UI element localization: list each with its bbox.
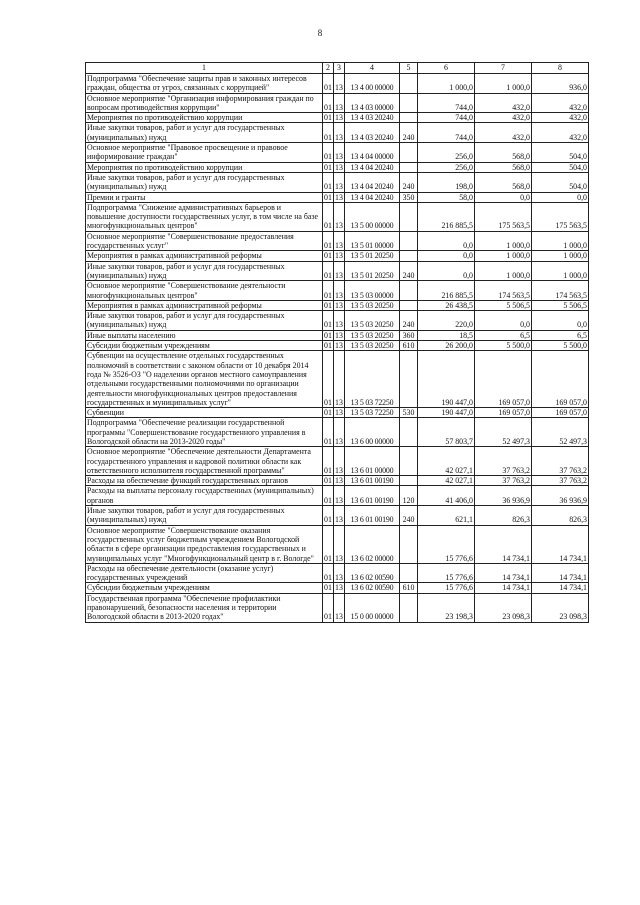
amount-2019-cell: 37 763,2 <box>475 476 532 486</box>
expense-type-cell <box>400 447 418 476</box>
section-cell: 01 <box>323 311 334 331</box>
row-name-cell: Основное мероприятие "Организация информирования граждан по вопросам противодействия коррупции" <box>86 93 323 113</box>
row-name-cell: Расходы на обеспечение деятельности (оказание услуг) государственных учреждений <box>86 563 323 583</box>
amount-2018-cell: 42 027,1 <box>418 476 475 486</box>
expense-type-cell: 610 <box>400 583 418 593</box>
subsection-cell: 13 <box>335 583 343 593</box>
section-cell: 01 <box>323 525 334 563</box>
amount-2019-cell: 1 000,0 <box>475 231 532 251</box>
amount-2020-cell: 37 763,2 <box>532 447 589 476</box>
table-row <box>86 113 589 123</box>
row-name-cell: Мероприятия по противодействию коррупции <box>86 113 323 123</box>
amount-2020-cell: 23 098,3 <box>532 593 589 622</box>
amount-2019-cell: 5 506,5 <box>475 300 532 310</box>
section-cell: 01 <box>323 74 334 94</box>
section-cell: 01 <box>323 143 334 163</box>
row-name-cell: Основное мероприятие "Совершенствование деятельности многофункциональных центров" <box>86 281 323 301</box>
amount-2020-cell: 174 563,5 <box>532 281 589 301</box>
amount-2019-cell: 5 500,0 <box>475 341 532 351</box>
target-article-cell: 13 5 03 20250 <box>345 330 400 340</box>
subsection-cell: 13 <box>334 74 345 94</box>
target-article-cell: 13 6 01 00190 <box>345 486 400 506</box>
row-name-cell: Основное мероприятие "Правовое просвещение и правовое информирование граждан" <box>86 143 323 163</box>
amount-2019-cell: 169 057,0 <box>475 351 532 408</box>
section-cell: 01 <box>323 93 334 113</box>
table-row <box>86 486 589 506</box>
amount-2020-cell: 175 563,5 <box>532 202 589 231</box>
target-article-cell: 13 5 00 00000 <box>345 202 400 231</box>
expense-type-cell: 240 <box>400 311 418 331</box>
subsection-cell: 13 <box>334 447 345 476</box>
table-row <box>86 143 589 163</box>
amount-2020-cell: 432,0 <box>532 93 589 113</box>
table-row <box>86 251 589 261</box>
table-row <box>86 172 589 192</box>
table-row <box>86 563 589 583</box>
section-cell: 01 <box>323 261 334 281</box>
amount-2019-cell: 174 563,5 <box>475 281 532 301</box>
table-row <box>86 593 589 622</box>
target-article-cell: 15 0 00 00000 <box>345 593 400 622</box>
row-name-cell: Иные выплаты населению <box>86 330 323 340</box>
expense-type-cell <box>400 281 418 301</box>
amount-2020-cell: 826,3 <box>532 506 589 526</box>
col-header-2: 2 <box>323 63 334 74</box>
subsection-cell: 13 <box>335 251 343 261</box>
amount-2018-cell: 26 200,0 <box>418 341 475 351</box>
section-cell: 01 <box>323 563 334 583</box>
target-article-cell: 13 4 04 20240 <box>345 172 400 192</box>
subsection-cell: 13 <box>334 418 345 447</box>
target-article-cell: 13 5 03 00000 <box>345 281 400 301</box>
table-row <box>86 192 589 202</box>
expense-type-cell: 240 <box>400 123 418 143</box>
col-header-6: 6 <box>418 63 475 74</box>
table-row <box>86 506 589 526</box>
amount-2020-cell: 1 000,0 <box>532 251 589 261</box>
amount-2018-cell: 256,0 <box>418 162 475 172</box>
amount-2018-cell: 0,0 <box>418 251 475 261</box>
amount-2019-cell: 6,5 <box>475 330 532 340</box>
amount-2019-cell: 568,0 <box>475 143 532 163</box>
expense-type-cell <box>400 93 418 113</box>
table-row <box>86 418 589 447</box>
amount-2018-cell: 256,0 <box>418 143 475 163</box>
subsection-cell: 13 <box>335 192 343 202</box>
amount-2020-cell: 1 000,0 <box>532 261 589 281</box>
subsection-cell: 13 <box>335 300 343 310</box>
target-article-cell: 13 5 03 72250 <box>345 351 400 408</box>
target-article-cell: 13 6 01 00190 <box>345 476 400 486</box>
target-article-cell: 13 6 02 00590 <box>345 583 400 593</box>
table-row <box>86 447 589 476</box>
section-cell: 01 <box>323 202 334 231</box>
table-row <box>86 93 589 113</box>
expense-type-cell: 240 <box>400 261 418 281</box>
subsection-cell: 13 <box>334 311 345 331</box>
amount-2019-cell: 175 563,5 <box>475 202 532 231</box>
amount-2018-cell: 42 027,1 <box>418 447 475 476</box>
amount-2019-cell: 432,0 <box>475 123 532 143</box>
expense-type-cell <box>400 143 418 163</box>
amount-2019-cell: 1 000,0 <box>475 261 532 281</box>
amount-2020-cell: 14 734,1 <box>532 583 589 593</box>
row-name-cell: Основное мероприятие "Совершенствование оказания государственных услуг бюджетным учреждением Вологодской области в сфере организации предоставления государственных и муниципальных услуг "Многофункциональный центр в г. Вологде" <box>86 525 323 563</box>
amount-2018-cell: 18,5 <box>418 330 475 340</box>
section-cell: 01 <box>323 281 334 301</box>
expense-type-cell <box>400 418 418 447</box>
amount-2019-cell: 0,0 <box>475 192 532 202</box>
table-row <box>86 123 589 143</box>
header-row <box>86 63 589 74</box>
amount-2020-cell: 0,0 <box>532 311 589 331</box>
amount-2018-cell: 198,0 <box>418 172 475 192</box>
table-row <box>86 525 589 563</box>
subsection-cell: 13 <box>335 330 343 340</box>
section-cell: 01 <box>323 351 334 408</box>
col-header-1: 1 <box>86 63 323 74</box>
subsection-cell: 13 <box>334 351 345 408</box>
amount-2020-cell: 5 506,5 <box>532 300 589 310</box>
amount-2018-cell: 190 447,0 <box>418 408 475 418</box>
amount-2020-cell: 504,0 <box>532 172 589 192</box>
section-cell: 01 <box>324 300 332 310</box>
subsection-cell: 13 <box>335 113 343 123</box>
subsection-cell: 13 <box>335 341 343 351</box>
row-name-cell: Мероприятия по противодействию коррупции <box>86 162 323 172</box>
amount-2018-cell: 744,0 <box>418 123 475 143</box>
section-cell: 01 <box>324 583 332 593</box>
expense-type-cell <box>400 74 418 94</box>
target-article-cell: 13 5 01 00000 <box>345 231 400 251</box>
section-cell: 01 <box>324 476 332 486</box>
amount-2019-cell: 0,0 <box>475 311 532 331</box>
row-name-cell: Иные закупки товаров, работ и услуг для государственных (муниципальных) нужд <box>86 261 323 281</box>
subsection-cell: 13 <box>335 162 343 172</box>
row-name-cell: Субвенции <box>86 408 323 418</box>
row-name-cell: Государственная программа "Обеспечение профилактики правонарушений, безопасности населения и территории Вологодской области в 2013-2020 годах" <box>86 593 323 622</box>
expense-type-cell <box>400 563 418 583</box>
section-cell: 01 <box>323 506 334 526</box>
target-article-cell: 13 4 03 20240 <box>345 113 400 123</box>
table-row <box>86 231 589 251</box>
col-header-4: 4 <box>345 63 400 74</box>
section-cell: 01 <box>324 408 332 418</box>
expense-type-cell: 360 <box>400 330 418 340</box>
subsection-cell: 13 <box>334 202 345 231</box>
section-cell: 01 <box>323 172 334 192</box>
amount-2018-cell: 744,0 <box>418 113 475 123</box>
amount-2020-cell: 432,0 <box>532 113 589 123</box>
amount-2020-cell: 14 734,1 <box>532 525 589 563</box>
row-name-cell: Подпрограмма "Снижение административных барьеров и повышение доступности государственных услуг, в том числе на базе многофункциональных центров" <box>86 202 323 231</box>
target-article-cell: 13 6 02 00590 <box>345 563 400 583</box>
subsection-cell: 13 <box>334 93 345 113</box>
row-name-cell: Подпрограмма "Обеспечение защиты прав и законных интересов граждан, общества от угроз, связанных с коррупцией" <box>86 74 323 94</box>
subsection-cell: 13 <box>334 486 345 506</box>
row-name-cell: Расходы на выплаты персоналу государственных (муниципальных) органов <box>86 486 323 506</box>
table-row <box>86 311 589 331</box>
table-row <box>86 74 589 94</box>
target-article-cell: 13 6 01 00000 <box>345 447 400 476</box>
target-article-cell: 13 5 03 20250 <box>345 311 400 331</box>
subsection-cell: 13 <box>334 123 345 143</box>
subsection-cell: 13 <box>334 525 345 563</box>
amount-2019-cell: 568,0 <box>475 172 532 192</box>
row-name-cell: Иные закупки товаров, работ и услуг для государственных (муниципальных) нужд <box>86 506 323 526</box>
amount-2018-cell: 57 803,7 <box>418 418 475 447</box>
amount-2019-cell: 52 497,3 <box>475 418 532 447</box>
row-name-cell: Мероприятия в рамках административной реформы <box>86 251 323 261</box>
amount-2018-cell: 23 198,3 <box>418 593 475 622</box>
amount-2018-cell: 26 438,5 <box>418 300 475 310</box>
col-header-3: 3 <box>334 63 345 74</box>
subsection-cell: 13 <box>335 408 343 418</box>
subsection-cell: 13 <box>334 143 345 163</box>
row-name-cell: Основное мероприятие "Обеспечение деятельности Департамента государственного управления и кадровой политики области как ответственного исполнителя государственной программы" <box>86 447 323 476</box>
table-row <box>86 162 589 172</box>
expense-type-cell: 240 <box>400 506 418 526</box>
amount-2019-cell: 568,0 <box>475 162 532 172</box>
amount-2018-cell: 15 776,6 <box>418 563 475 583</box>
row-name-cell: Премии и гранты <box>86 192 323 202</box>
amount-2020-cell: 936,0 <box>532 74 589 94</box>
col-header-8: 8 <box>532 63 589 74</box>
amount-2019-cell: 432,0 <box>475 113 532 123</box>
amount-2020-cell: 52 497,3 <box>532 418 589 447</box>
budget-table <box>85 62 589 623</box>
section-cell: 01 <box>323 486 334 506</box>
target-article-cell: 13 6 02 00000 <box>345 525 400 563</box>
row-name-cell: Иные закупки товаров, работ и услуг для государственных (муниципальных) нужд <box>86 172 323 192</box>
page-number: 8 <box>317 28 323 38</box>
target-article-cell: 13 4 04 00000 <box>345 143 400 163</box>
amount-2020-cell: 169 057,0 <box>532 408 589 418</box>
section-cell: 01 <box>324 330 332 340</box>
target-article-cell: 13 5 03 72250 <box>345 408 400 418</box>
target-article-cell: 13 6 01 00190 <box>345 506 400 526</box>
amount-2020-cell: 6,5 <box>532 330 589 340</box>
amount-2020-cell: 5 500,0 <box>532 341 589 351</box>
amount-2018-cell: 216 885,5 <box>418 202 475 231</box>
subsection-cell: 13 <box>335 476 343 486</box>
expense-type-cell <box>400 525 418 563</box>
amount-2020-cell: 1 000,0 <box>532 231 589 251</box>
amount-2020-cell: 504,0 <box>532 143 589 163</box>
amount-2020-cell: 14 734,1 <box>532 563 589 583</box>
row-name-cell: Иные закупки товаров, работ и услуг для государственных (муниципальных) нужд <box>86 311 323 331</box>
table-row <box>86 330 589 340</box>
row-name-cell: Субвенции на осуществление отдельных государственных полномочий в соответствии с законом области от 10 декабря 2014 года № 3526-ОЗ "О наделении органов местного самоуправления отдельными государственными полномочиями по организации деятельности многофункциональных центров предоставления государственных и муниципальных услуг" <box>86 351 323 408</box>
section-cell: 01 <box>323 593 334 622</box>
amount-2018-cell: 190 447,0 <box>418 351 475 408</box>
amount-2018-cell: 744,0 <box>418 93 475 113</box>
row-name-cell: Субсидии бюджетным учреждениям <box>86 341 323 351</box>
amount-2020-cell: 504,0 <box>532 162 589 172</box>
expense-type-cell: 610 <box>400 341 418 351</box>
section-cell: 01 <box>323 123 334 143</box>
row-name-cell: Основное мероприятие "Совершенствование предоставления государственных услуг" <box>86 231 323 251</box>
target-article-cell: 13 5 03 20250 <box>345 341 400 351</box>
amount-2019-cell: 14 734,1 <box>475 563 532 583</box>
expense-type-cell <box>400 351 418 408</box>
amount-2019-cell: 1 000,0 <box>475 74 532 94</box>
expense-type-cell <box>400 113 418 123</box>
expense-type-cell <box>400 476 418 486</box>
amount-2020-cell: 169 057,0 <box>532 351 589 408</box>
target-article-cell: 13 4 04 20240 <box>345 192 400 202</box>
target-article-cell: 13 4 03 00000 <box>345 93 400 113</box>
table-row <box>86 202 589 231</box>
table-row <box>86 351 589 408</box>
subsection-cell: 13 <box>334 593 345 622</box>
target-article-cell: 13 6 00 00000 <box>345 418 400 447</box>
amount-2018-cell: 220,0 <box>418 311 475 331</box>
section-cell: 01 <box>323 447 334 476</box>
amount-2019-cell: 23 098,3 <box>475 593 532 622</box>
amount-2018-cell: 15 776,6 <box>418 525 475 563</box>
expense-type-cell <box>400 300 418 310</box>
section-cell: 01 <box>324 341 332 351</box>
table-row <box>86 408 589 418</box>
col-header-5: 5 <box>400 63 418 74</box>
row-name-cell: Субсидии бюджетным учреждениям <box>86 583 323 593</box>
subsection-cell: 13 <box>334 172 345 192</box>
amount-2019-cell: 14 734,1 <box>475 525 532 563</box>
amount-2020-cell: 37 763,2 <box>532 476 589 486</box>
amount-2019-cell: 14 734,1 <box>475 583 532 593</box>
expense-type-cell: 240 <box>400 172 418 192</box>
row-name-cell: Расходы на обеспечение функций государственных органов <box>86 476 323 486</box>
expense-type-cell <box>400 251 418 261</box>
expense-type-cell: 350 <box>400 192 418 202</box>
target-article-cell: 13 4 04 20240 <box>345 162 400 172</box>
amount-2019-cell: 37 763,2 <box>475 447 532 476</box>
subsection-cell: 13 <box>334 261 345 281</box>
table-row <box>86 341 589 351</box>
amount-2019-cell: 826,3 <box>475 506 532 526</box>
amount-2020-cell: 432,0 <box>532 123 589 143</box>
subsection-cell: 13 <box>334 563 345 583</box>
target-article-cell: 13 4 03 20240 <box>345 123 400 143</box>
target-article-cell: 13 4 00 00000 <box>345 74 400 94</box>
table-row <box>86 583 589 593</box>
expense-type-cell: 530 <box>400 408 418 418</box>
section-cell: 01 <box>324 192 332 202</box>
target-article-cell: 13 5 01 20250 <box>345 261 400 281</box>
expense-type-cell <box>400 231 418 251</box>
amount-2018-cell: 41 406,0 <box>418 486 475 506</box>
section-cell: 01 <box>324 113 332 123</box>
amount-2018-cell: 0,0 <box>418 261 475 281</box>
row-name-cell: Мероприятия в рамках административной реформы <box>86 300 323 310</box>
target-article-cell: 13 5 03 20250 <box>345 300 400 310</box>
row-name-cell: Иные закупки товаров, работ и услуг для государственных (муниципальных) нужд <box>86 123 323 143</box>
target-article-cell: 13 5 01 20250 <box>345 251 400 261</box>
amount-2018-cell: 0,0 <box>418 231 475 251</box>
table-row <box>86 300 589 310</box>
expense-type-cell <box>400 593 418 622</box>
amount-2019-cell: 432,0 <box>475 93 532 113</box>
amount-2018-cell: 1 000,0 <box>418 74 475 94</box>
expense-type-cell <box>400 202 418 231</box>
amount-2018-cell: 58,0 <box>418 192 475 202</box>
subsection-cell: 13 <box>334 506 345 526</box>
col-header-7: 7 <box>475 63 532 74</box>
amount-2018-cell: 216 885,5 <box>418 281 475 301</box>
amount-2018-cell: 15 776,6 <box>418 583 475 593</box>
subsection-cell: 13 <box>334 231 345 251</box>
section-cell: 01 <box>323 231 334 251</box>
section-cell: 01 <box>324 251 332 261</box>
section-cell: 01 <box>324 162 332 172</box>
table-row <box>86 261 589 281</box>
subsection-cell: 13 <box>334 281 345 301</box>
row-name-cell: Подпрограмма "Обеспечение реализации государственной программы "Совершенствование государственного управления в Вологодской области на 2013-2020 годы" <box>86 418 323 447</box>
amount-2019-cell: 1 000,0 <box>475 251 532 261</box>
expense-type-cell <box>400 162 418 172</box>
expense-type-cell: 120 <box>400 486 418 506</box>
amount-2020-cell: 36 936,9 <box>532 486 589 506</box>
amount-2019-cell: 36 936,9 <box>475 486 532 506</box>
section-cell: 01 <box>323 418 334 447</box>
amount-2018-cell: 621,1 <box>418 506 475 526</box>
table-row <box>86 281 589 301</box>
amount-2020-cell: 0,0 <box>532 192 589 202</box>
table-row <box>86 476 589 486</box>
amount-2019-cell: 169 057,0 <box>475 408 532 418</box>
